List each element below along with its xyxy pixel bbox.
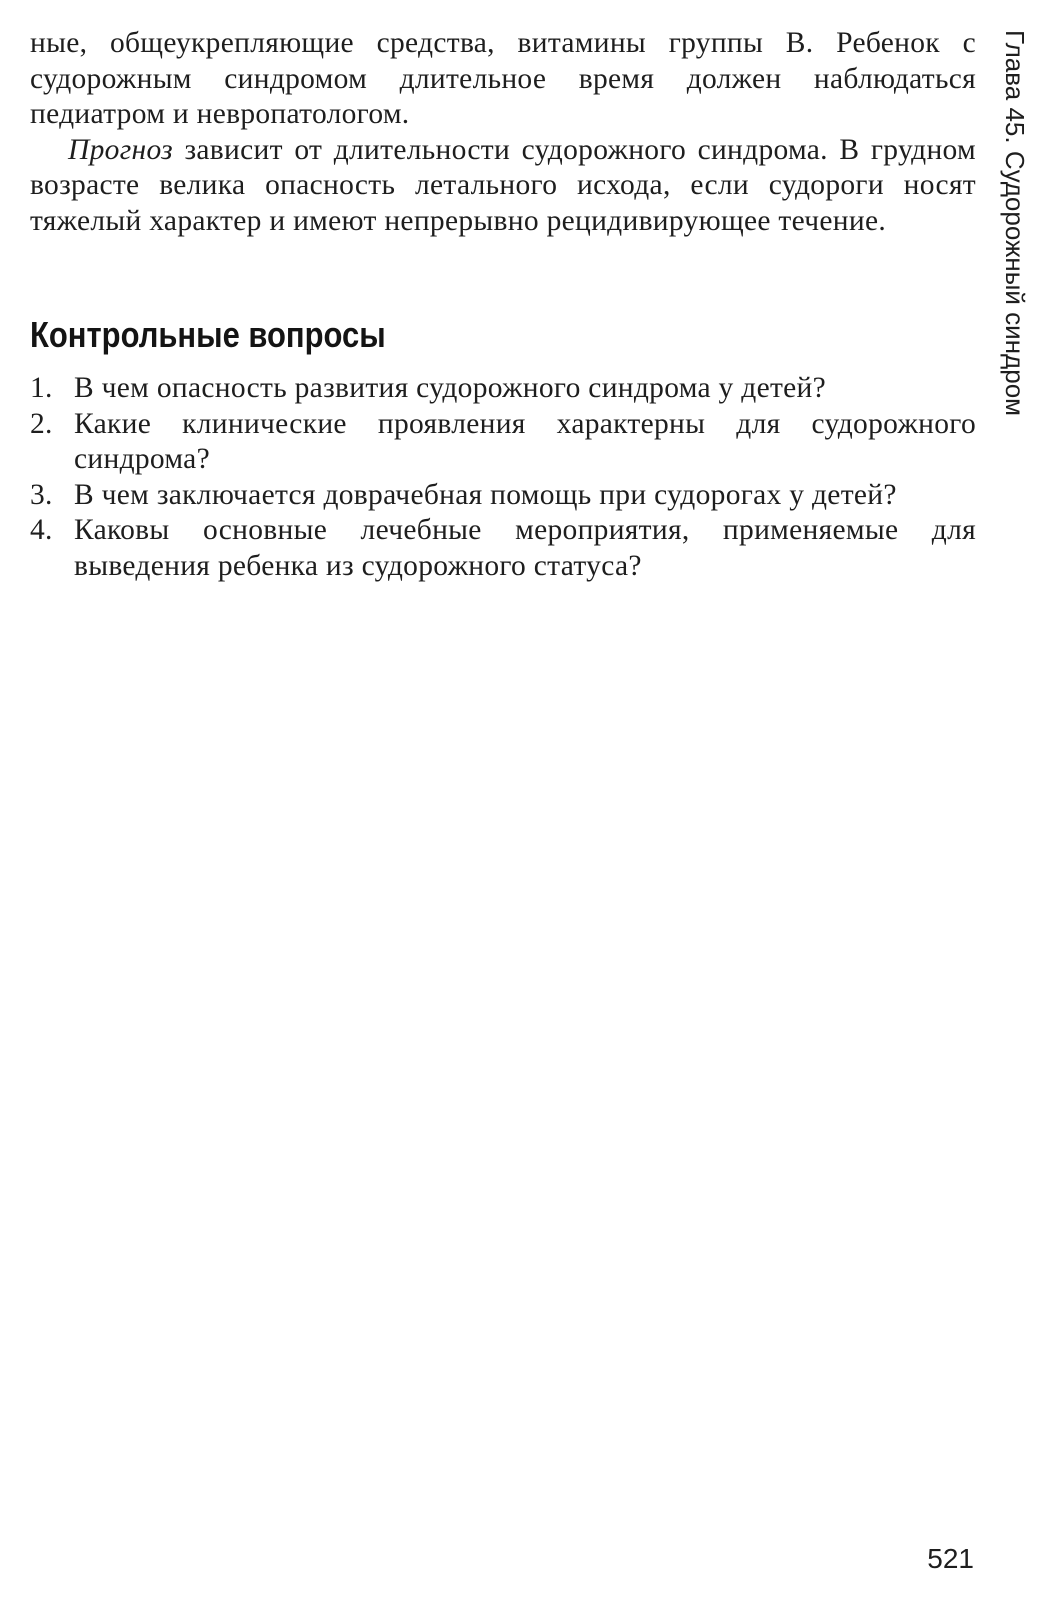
paragraph-prognosis <box>30 133 976 240</box>
page-number: 521 <box>927 1543 974 1574</box>
question-number: 1. <box>30 372 53 404</box>
running-head: Глава 45. Судорожный синдром <box>1000 30 1030 417</box>
question-text: Какие клинические проявления характерны для судорожного синдрома? <box>74 407 976 475</box>
question-list <box>30 371 976 584</box>
question-item <box>30 371 976 407</box>
paragraph-continuation: ные, общеукрепляющие средства, витамины группы В. Ребенок с судорожным синдромом длительное время должен наблюдаться педиатром и невропатологом. <box>30 27 976 130</box>
question-item <box>30 513 976 584</box>
question-text: В чем заключается доврачебная помощь при судорогах у детей? <box>74 478 897 511</box>
prognosis-text: зависит от длительности судорожного синдрома. В грудном возрасте велика опасность летального исхода, если судороги носят тяжелый характер и имеют непрерывно рецидивирующее течение. <box>30 133 976 237</box>
question-item <box>30 478 976 514</box>
question-item <box>30 407 976 478</box>
body-text <box>30 26 976 239</box>
question-number: 4. <box>30 514 53 546</box>
question-text: Каковы основные лечебные мероприятия, применяемые для выведения ребенка из судорожного статуса? <box>74 514 976 582</box>
prognosis-term: Прогноз <box>68 133 173 166</box>
question-number: 2. <box>30 407 53 440</box>
section-heading: Контрольные вопросы <box>30 314 386 355</box>
question-number: 3. <box>30 478 53 511</box>
question-text: В чем опасность развития судорожного синдрома у детей? <box>74 372 827 404</box>
